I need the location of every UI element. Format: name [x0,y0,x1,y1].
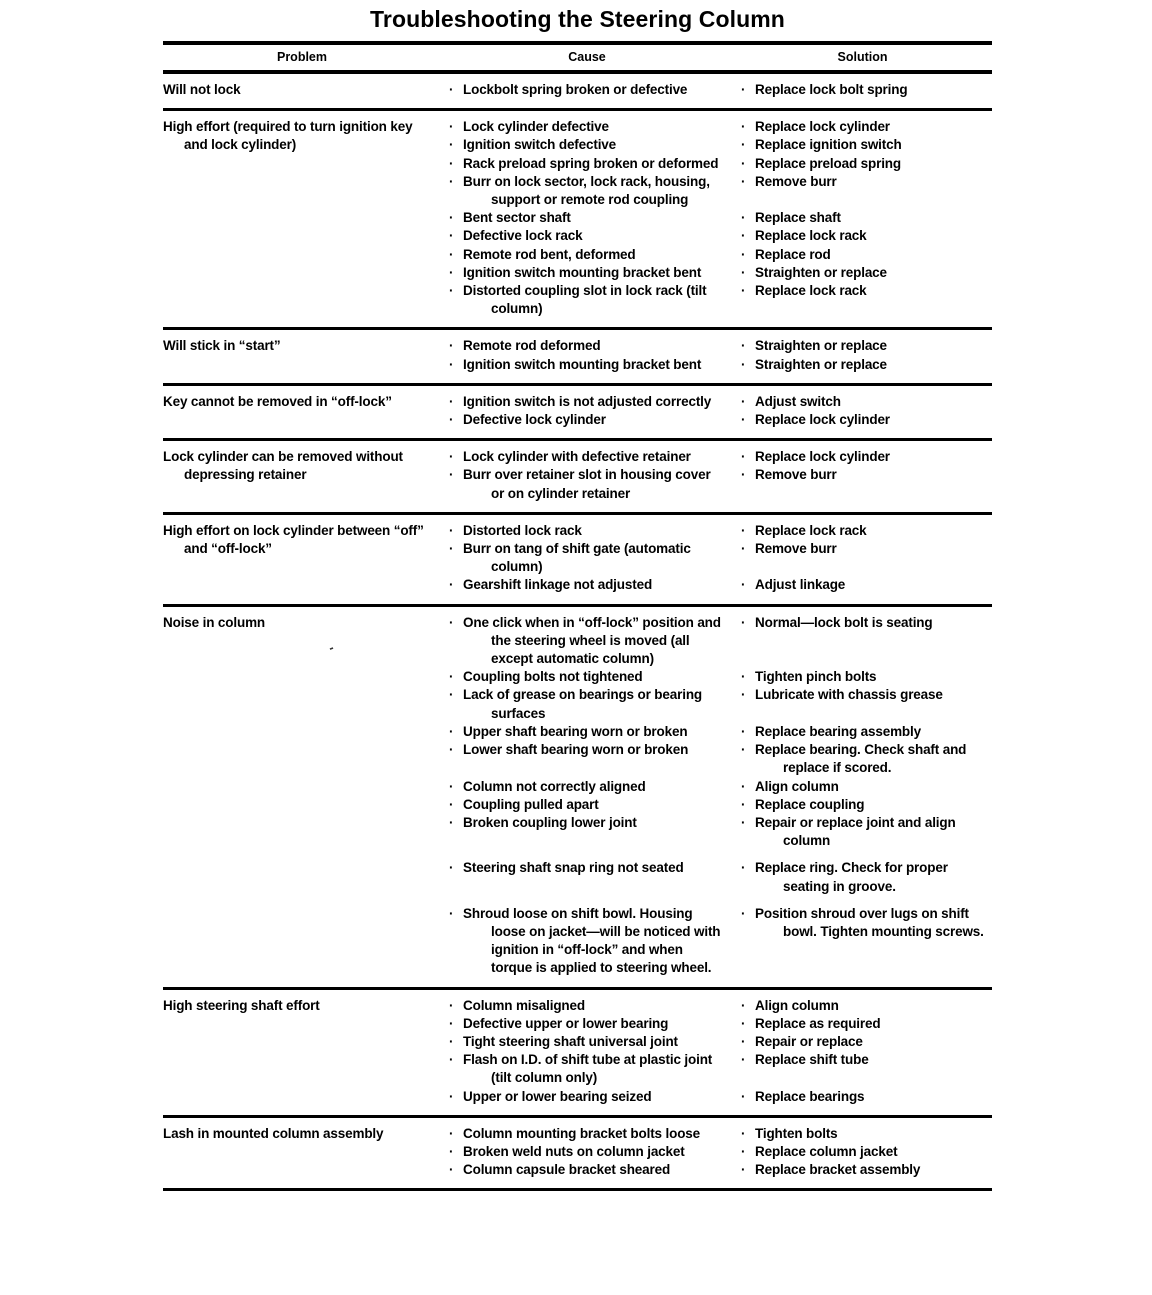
cause-item: · Bent sector shaft [441,209,733,227]
bullet-icon: · [449,905,454,921]
bullet-icon: · [449,614,454,630]
cause-solution-pair [441,1161,992,1179]
solution-item: · Replace lock cylinder [733,411,992,429]
solution-item: · Replace bearings [733,1088,992,1106]
solution-item: · Replace shift tube [733,1051,992,1087]
bullet-icon: · [741,1088,746,1104]
cause-solution-pair [441,905,992,978]
cause-item: · Lockbolt spring broken or defective [441,81,733,99]
cause-item: · Lower shaft bearing worn or broken [441,741,733,777]
cause-item: · Burr on tang of shift gate (automatic column) [449,541,691,575]
cause-solution-pair [441,466,992,502]
cause-solution-pair [441,282,992,318]
problem-cell: High effort (required to turn ignition key and lock cylinder) [163,119,413,153]
bullet-icon: · [449,155,454,171]
solution-item: · Replace lock bolt spring [733,81,992,99]
solution-item: · Align column [733,997,992,1015]
solution-item: · Replace lock rack [733,227,992,245]
cause-solution-pair [441,1015,992,1033]
cause-item: · Burr over retainer slot in housing cover or on cylinder retainer [449,467,711,501]
bullet-icon: · [741,264,746,280]
page-title: Troubleshooting the Steering Column [370,6,785,32]
bullet-icon: · [449,577,454,593]
bullet-icon: · [449,210,454,226]
cause-solution-pair [441,173,992,209]
cause-item: · Ignition switch mounting bracket bent [441,356,733,374]
bullet-icon: · [449,541,454,557]
cause-solution-list [441,614,992,978]
solution-item: · Straighten or replace [733,264,992,282]
problem-cell: Lash in mounted column assembly [163,1125,384,1141]
cause-item: · Shroud loose on shift bowl. Housing loose on jacket—will be noticed with ignition in “off-lock” and when torque is applied to steering wheel. [449,905,721,976]
problem-cell: Key cannot be removed in “off-lock” [163,393,392,409]
cause-item: · Coupling pulled apart [441,796,733,814]
cause-item: · Lock cylinder defective [441,118,733,136]
cause-solution-pair [441,264,992,282]
solution-item: · Align column [733,778,992,796]
cause-solution-pair [441,448,992,466]
cause-solution-list [441,337,992,373]
bullet-icon: · [449,356,454,372]
cause-solution-list [441,448,992,503]
bullet-icon: · [741,356,746,372]
cause-solution-pair [441,246,992,264]
bullet-icon: · [449,283,454,299]
bullet-icon: · [449,173,454,189]
cause-item: · Coupling bolts not tightened [441,668,733,686]
bullet-icon: · [741,137,746,153]
bullet-icon: · [741,1052,746,1068]
bullet-icon: · [449,778,454,794]
bullet-icon: · [741,173,746,189]
bullet-icon: · [449,338,454,354]
cause-item: · Tight steering shaft universal joint [441,1033,733,1051]
cause-item: · Defective lock rack [441,227,733,245]
cause-solution-list [441,1125,992,1180]
table-row [163,441,992,515]
bullet-icon: · [741,742,746,758]
bullet-icon: · [741,1015,746,1031]
solution-item: · Replace bracket assembly [733,1161,992,1179]
bullet-icon: · [449,119,454,135]
bullet-icon: · [449,449,454,465]
cause-item: · Broken weld nuts on column jacket [441,1143,733,1161]
bullet-icon: · [741,905,746,921]
bullet-icon: · [741,283,746,299]
bullet-icon: · [741,338,746,354]
cause-solution-pair [441,796,992,814]
solution-item: · Replace as required [733,1015,992,1033]
cause-item: · Defective lock cylinder [441,411,733,429]
bullet-icon: · [741,246,746,262]
solution-item: · Tighten bolts [733,1125,992,1143]
bullet-icon: · [741,412,746,428]
bullet-icon: · [741,82,746,97]
cause-solution-pair [441,393,992,411]
solution-item: · Replace rod [733,246,992,264]
cause-item: · Upper or lower bearing seized [441,1088,733,1106]
solution-item: · Straighten or replace [733,337,992,355]
bullet-icon: · [741,997,746,1013]
bullet-icon: · [449,393,454,409]
cause-item: · Lack of grease on bearings or bearing surfaces [449,687,703,721]
solution-item: · Remove burr [733,466,992,502]
cause-item: · Column not correctly aligned [441,778,733,796]
table-row [163,111,992,330]
solution-item: · Replace bearing assembly [733,723,992,741]
solution-item: · Replace ring. Check for proper seating in groove. [741,860,948,894]
bullet-icon: · [449,82,454,97]
solution-item: · Repair or replace [733,1033,992,1051]
bullet-icon: · [449,1143,454,1159]
bullet-icon: · [449,742,454,758]
cause-solution-pair [441,686,992,722]
cause-solution-pair [441,1051,992,1087]
bullet-icon: · [449,246,454,262]
cause-solution-pair [441,155,992,173]
bullet-icon: · [741,796,746,812]
cause-item: · Ignition switch mounting bracket bent [441,264,733,282]
cause-solution-pair [441,411,992,429]
problem-cell: Noise in column [163,614,266,630]
bullet-icon: · [741,541,746,557]
table-header-row [163,45,992,74]
solution-item: · Position shroud over lugs on shift bowl. Tighten mounting screws. [741,905,984,939]
bullet-icon: · [741,723,746,739]
bullet-icon: · [449,860,454,876]
bullet-icon: · [449,1125,454,1141]
solution-item: · Replace lock rack [733,522,992,540]
scan-artifact-mark: - [326,639,336,656]
bullet-icon: · [449,1015,454,1031]
bullet-icon: · [449,997,454,1013]
bullet-icon: · [741,119,746,135]
bullet-icon: · [449,687,454,703]
troubleshooting-table [163,41,992,1191]
solution-item: · Replace lock cylinder [733,118,992,136]
table-row [163,515,992,607]
bullet-icon: · [741,1125,746,1141]
problem-cell: Lock cylinder can be removed without depressing retainer [163,449,403,483]
cause-solution-pair [441,1033,992,1051]
bullet-icon: · [449,137,454,153]
cause-solution-pair [441,741,992,777]
cause-item: · One click when in “off-lock” position and the steering wheel is moved (all except automatic column) [449,614,721,667]
bullet-icon: · [449,1088,454,1104]
bullet-icon: · [741,449,746,465]
document-body [163,0,992,1191]
cause-item: · Burr on lock sector, lock rack, housing, support or remote rod coupling [449,173,710,208]
cause-item: · Upper shaft bearing worn or broken [441,723,733,741]
solution-item: · Repair or replace joint and align column [741,814,956,849]
bullet-icon: · [741,614,746,630]
bullet-icon: · [449,412,454,428]
solution-item: · Adjust linkage [733,576,992,594]
table-row [163,386,992,441]
bullet-icon: · [449,669,454,685]
bullet-icon: · [449,796,454,812]
cause-solution-pair [441,859,992,895]
column-header-solution: Solution [837,50,888,64]
bullet-icon: · [449,264,454,280]
cause-solution-pair [441,136,992,154]
cause-item: · Gearshift linkage not adjusted [441,576,733,594]
cause-solution-list [441,522,992,595]
problem-cell: High effort on lock cylinder between “off” and “off-lock” [163,522,424,557]
solution-item: · Replace bearing. Check shaft and replace if scored. [741,742,967,776]
solution-item: · Replace ignition switch [733,136,992,154]
cause-solution-pair [441,723,992,741]
cause-solution-pair [441,522,992,540]
bullet-icon: · [741,1162,746,1178]
cause-item: · Remote rod deformed [441,337,733,355]
cause-solution-pair [441,778,992,796]
cause-solution-pair [441,118,992,136]
cause-solution-pair [441,227,992,245]
column-header-problem: Problem [276,50,327,64]
cause-item: · Column mounting bracket bolts loose [441,1125,733,1143]
table-row [163,74,992,111]
cause-item: · Lock cylinder with defective retainer [441,448,733,466]
table-body [163,74,992,1191]
bullet-icon: · [449,467,454,483]
cause-solution-list [441,118,992,318]
solution-item: · Replace coupling [733,796,992,814]
cause-solution-pair [441,814,992,850]
cause-solution-list [441,393,992,429]
cause-item: · Flash on I.D. of shift tube at plastic joint (tilt column only) [449,1052,713,1086]
bullet-icon: · [741,1143,746,1159]
bullet-icon: · [741,814,746,830]
problem-cell: Will stick in “start” [163,338,281,354]
bullet-icon: · [741,228,746,244]
solution-item: · Replace lock cylinder [733,448,992,466]
bullet-icon: · [741,1033,746,1049]
problem-cell: High steering shaft effort [163,997,320,1013]
table-row [163,1118,992,1192]
bullet-icon: · [741,687,746,703]
cause-solution-pair [441,1125,992,1143]
solution-item: · Replace shaft [733,209,992,227]
cause-item: · Column misaligned [441,997,733,1015]
bullet-icon: · [449,522,454,538]
problem-cell: Will not lock [163,82,241,97]
bullet-icon: · [449,1162,454,1178]
cause-item: · Distorted coupling slot in lock rack (tilt column) [449,283,707,317]
cause-item: · Steering shaft snap ring not seated [441,859,733,895]
cause-solution-pair [441,209,992,227]
cause-item: · Broken coupling lower joint [441,814,733,850]
bullet-icon: · [741,467,746,483]
cause-item: · Ignition switch is not adjusted correctly [441,393,733,411]
bullet-icon: · [449,814,454,830]
table-row [163,990,992,1118]
solution-item: · Replace preload spring [733,155,992,173]
cause-solution-pair [441,668,992,686]
bullet-icon: · [449,228,454,244]
cause-item: · Remote rod bent, deformed [441,246,733,264]
table-row [163,330,992,385]
cause-item: · Defective upper or lower bearing [441,1015,733,1033]
bullet-icon: · [741,210,746,226]
cause-solution-pair [441,1143,992,1161]
solution-item: · Adjust switch [733,393,992,411]
solution-item: · Replace lock rack [733,282,992,318]
bullet-icon: · [449,723,454,739]
cause-item: · Rack preload spring broken or deformed [441,155,733,173]
column-header-cause: Cause [568,50,606,64]
cause-solution-pair [441,356,992,374]
cause-solution-pair [441,81,992,99]
cause-solution-pair [441,576,992,594]
solution-item: · Remove burr [733,173,992,209]
cause-item: · Distorted lock rack [441,522,733,540]
solution-item: · Normal—lock bolt is seating [733,614,992,669]
solution-item: · Straighten or replace [733,356,992,374]
bullet-icon: · [741,393,746,409]
bullet-icon: · [741,669,746,685]
bullet-icon: · [741,860,746,876]
bullet-icon: · [449,1033,454,1049]
table-row [163,607,992,990]
bullet-icon: · [741,577,746,593]
bullet-icon: · [741,778,746,794]
cause-solution-pair [441,997,992,1015]
solution-item: · Remove burr [733,540,992,576]
bullet-icon: · [449,1052,454,1068]
bullet-icon: · [741,522,746,538]
solution-item: · Tighten pinch bolts [733,668,992,686]
cause-solution-list [441,81,992,99]
solution-item: · Lubricate with chassis grease [733,686,992,722]
cause-solution-pair [441,540,992,576]
cause-solution-pair [441,337,992,355]
cause-solution-list [441,997,992,1106]
solution-item: · Replace column jacket [733,1143,992,1161]
cause-item: · Column capsule bracket sheared [441,1161,733,1179]
cause-solution-pair [441,1088,992,1106]
cause-solution-pair [441,614,992,669]
bullet-icon: · [741,155,746,171]
cause-item: · Ignition switch defective [441,136,733,154]
